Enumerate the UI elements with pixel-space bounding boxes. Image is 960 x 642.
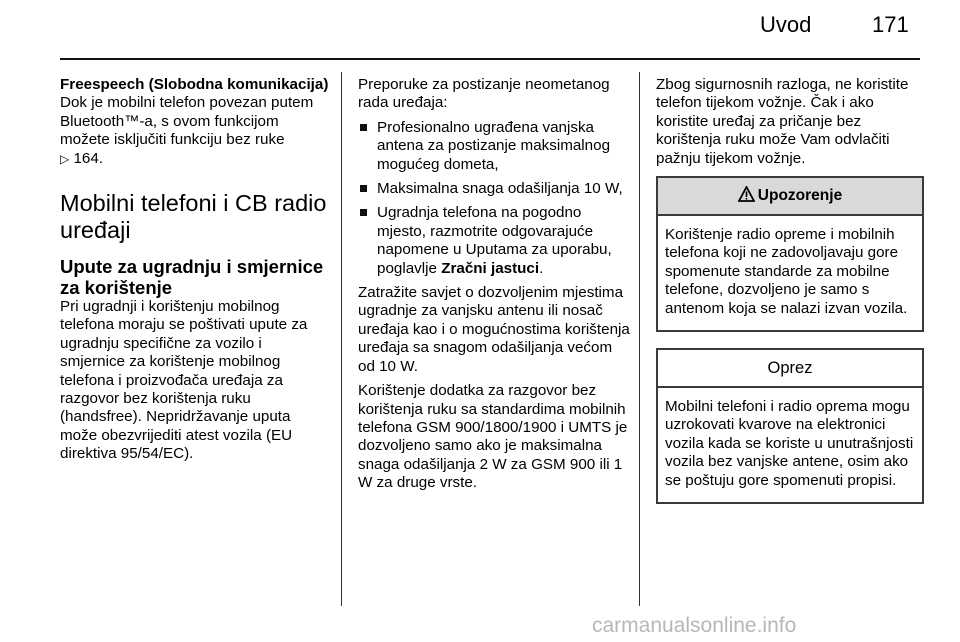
antenna-advice-text: Zatražite savjet o dozvoljenim mjestima ugradnje za vanjsku antenu ili nosač uređaja kao i o mogućnostima korištenja uređaja sa snagom odašiljanja većom od 10 W.	[358, 284, 630, 375]
list-item-text: Maksimalna snaga odašiljanja 10 W,	[377, 180, 623, 198]
watermark: carmanualsonline.info	[592, 614, 797, 637]
column-divider-2	[639, 72, 640, 606]
installation-guidelines-text: Pri ugradnji i korištenju mobilnog telefona moraju se poštivati upute za ugradnju specifične za vozilo i smjernice za korištenje mobilnog telefona i proizvođača uređaja za razgovor bez korištenja ruku (handsfree). Nepridržavanje uputa može obezvrijediti atest vozila (EU direktiva 95/54/EC).	[60, 298, 308, 463]
freespeech-title: Freespeech (Slobodna komunikacija)	[60, 76, 329, 93]
caution-title: Oprez	[658, 350, 922, 388]
warning-text: Korištenje radio opreme i mobilnih telefona koji ne zadovoljavaju gore spomenute standarde za mobilne telefone, dozvoljeno je samo s antenom koja se nalazi izvan vozila.	[665, 226, 908, 317]
airbags-link[interactable]: Zračni jastuci	[441, 259, 540, 277]
caution-text: Mobilni telefoni i radio oprema mogu uzrokovati kvarove na elektronici vozila kada se koriste u unutrašnjosti vozila bez vanjske antene, osim ako se poštuju gore spomenuti propisi.	[665, 398, 914, 489]
recommendations-list	[358, 119, 630, 278]
list-item-text: Ugradnja telefona na pogodno mjesto, razmotrite odgovarajuće napomene u Uputama za uporabu, poglavlje	[377, 204, 612, 277]
freespeech-text: Dok je mobilni telefon povezan putem Bluetooth™-a, s ovom funkcijom možete isključiti funkciju bez ruke	[60, 94, 314, 149]
warning-triangle-icon	[738, 186, 755, 202]
running-header-title: Uvod	[760, 12, 812, 37]
safety-intro: Zbog sigurnosnih razloga, ne koristite telefon tijekom vožnje. Čak i ako koristite uređaj za pričanje bez korištenja ruku može Vam odvlačiti pažnju tijekom vožnje.	[656, 76, 909, 167]
list-item	[358, 119, 630, 174]
bullet-square-icon	[360, 209, 367, 216]
cross-reference-page[interactable]: 164.	[73, 149, 104, 167]
list-item-end: .	[539, 259, 544, 277]
section-heading: Mobilni telefoni i CB radio uređaji	[60, 190, 327, 244]
column-divider-1	[341, 72, 342, 606]
warning-box	[656, 176, 924, 332]
column-1	[60, 76, 330, 470]
bullet-square-icon	[360, 124, 367, 131]
column-2	[358, 76, 630, 499]
warning-box-header	[658, 178, 922, 216]
column-3	[656, 76, 924, 504]
subsection-heading: Upute za ugradnju i smjernice za korištenje	[60, 256, 324, 299]
handsfree-standards-text: Korištenje dodatka za razgovor bez korištenja ruku sa standardima mobilnih telefona GSM 900/1800/1900 i UMTS je dozvoljeno samo ako je maksimalna snaga odašiljanja 2 W za GSM 900 ili 1 W za druge vrste.	[358, 382, 628, 492]
warning-title: Upozorenje	[757, 187, 843, 205]
list-item-text: Profesionalno ugrađena vanjska antena za postizanje maksimalnog mogućeg dometa,	[377, 118, 611, 173]
cross-reference-arrow-icon: ▷	[60, 151, 70, 166]
header-divider	[60, 58, 920, 60]
caution-box	[656, 348, 924, 504]
page-number: 171	[872, 12, 909, 37]
freespeech-section	[60, 76, 330, 168]
recommendations-intro: Preporuke za postizanje neometanog rada uređaja:	[358, 76, 610, 112]
list-item	[358, 180, 630, 198]
list-item	[358, 204, 630, 278]
bullet-square-icon	[360, 185, 367, 192]
